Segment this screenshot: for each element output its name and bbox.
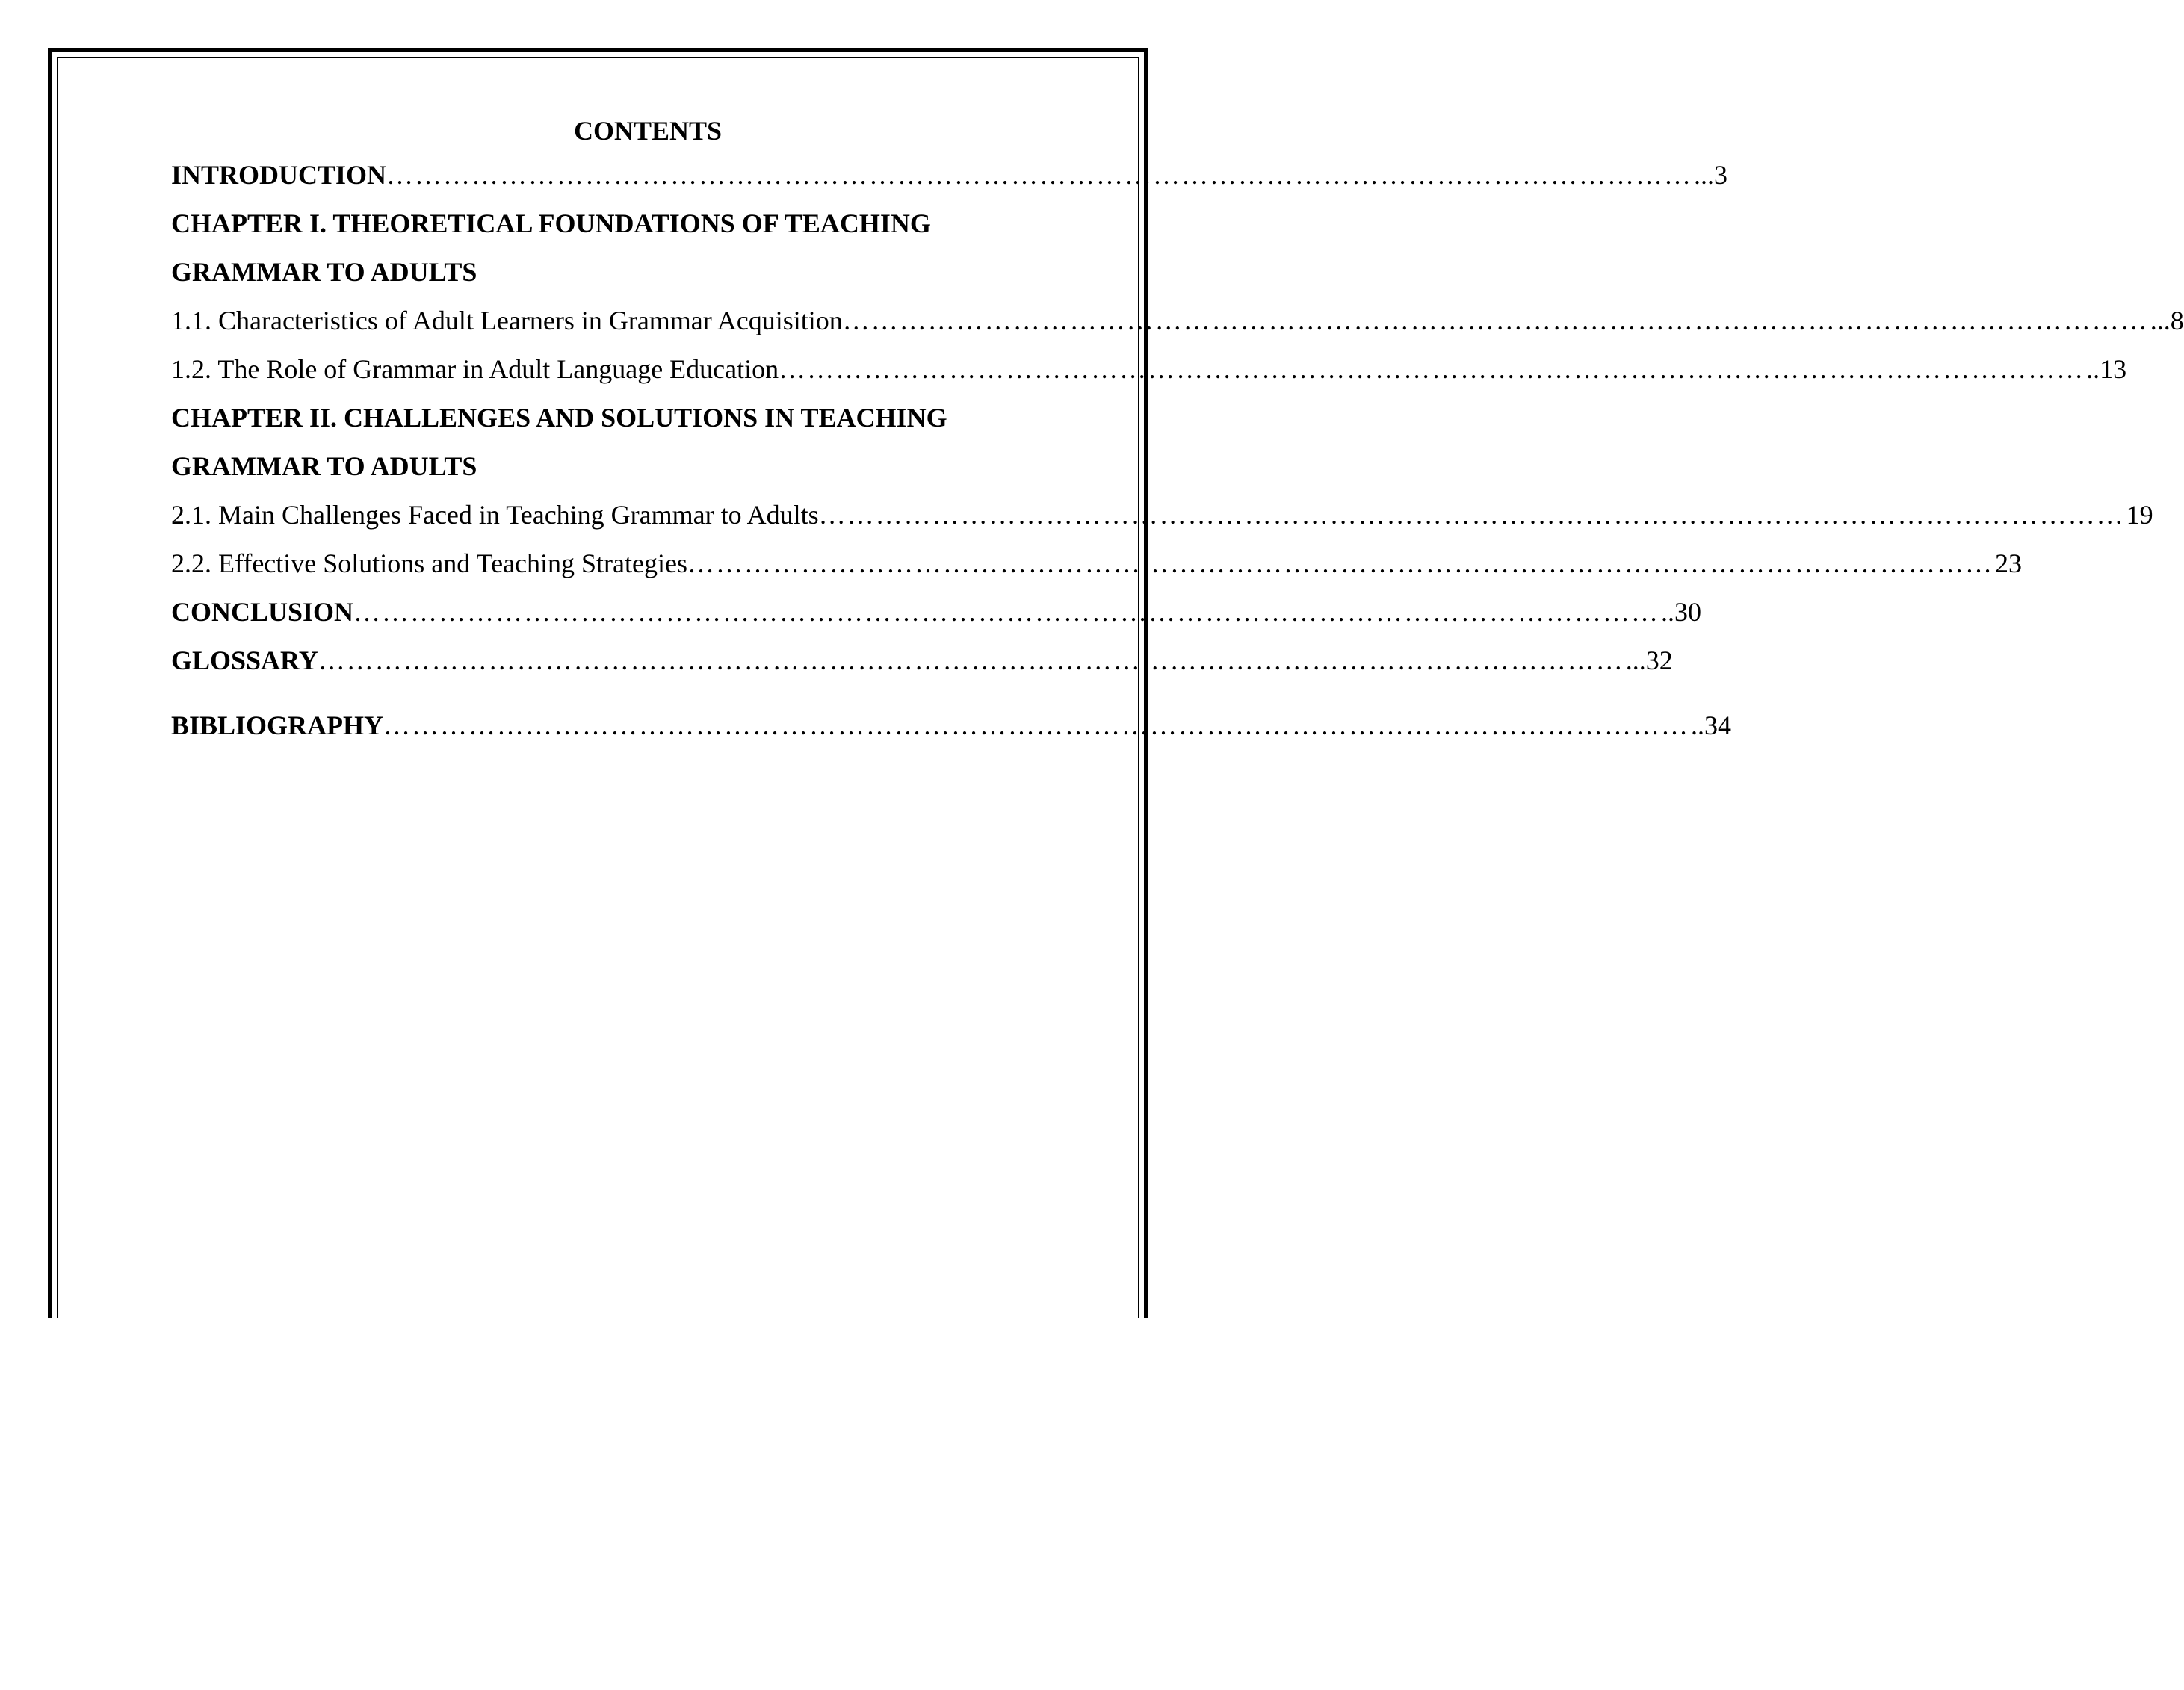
- toc-leader-dots: …………………………………………………………………………………………………………………………: [383, 711, 1690, 740]
- toc-leader-dots: …………………………………………………………………………………………………………………………: [386, 160, 1693, 190]
- toc-page-number: ...8: [2150, 306, 2184, 335]
- toc-leader-dots: …………………………………………………………………………………………………………………………: [779, 354, 2085, 384]
- toc-entry-bibliography[interactable]: [171, 702, 1732, 750]
- toc-entry-label: GRAMMAR TO ADULTS: [171, 451, 477, 481]
- toc-entry-label: INTRODUCTION: [171, 160, 387, 190]
- toc-entry-label: 1.1. Characteristics of Adult Learners in Grammar Acquisition: [171, 306, 843, 335]
- toc-entry-label: GRAMMAR TO ADULTS: [171, 257, 477, 287]
- toc-entry-section-1-2[interactable]: [171, 345, 2127, 394]
- toc-page-number: ...32: [1625, 646, 1673, 675]
- table-of-contents: [171, 111, 2184, 750]
- contents-heading: CONTENTS: [573, 116, 723, 146]
- toc-leader-dots: …………………………………………………………………………………………………………………………: [353, 597, 1660, 627]
- toc-entry-label: 2.2. Effective Solutions and Teaching Strategies: [171, 548, 687, 578]
- toc-leader-dots: …………………………………………………………………………………………………………………………: [842, 306, 2149, 335]
- toc-entry-label: BIBLIOGRAPHY: [171, 711, 384, 740]
- toc-leader-dots: …………………………………………………………………………………………………………………………: [687, 548, 1993, 578]
- toc-entry-label: CHAPTER I. THEORETICAL FOUNDATIONS OF TEACHING: [171, 208, 931, 238]
- toc-leader-dots: …………………………………………………………………………………………………………………………: [318, 646, 1624, 675]
- toc-entry-label: GLOSSARY: [171, 646, 318, 675]
- toc-entry-introduction[interactable]: [171, 151, 1728, 199]
- toc-entry-conclusion[interactable]: [171, 588, 1702, 637]
- toc-page-number: ...3: [1694, 160, 1728, 190]
- toc-page-number: ..30: [1661, 597, 1702, 627]
- toc-entry-section-2-2[interactable]: [171, 539, 2022, 588]
- toc-entry-section-1-1[interactable]: [171, 297, 2184, 345]
- toc-entry-chapter-2-title[interactable]: [171, 394, 1114, 442]
- toc-entry-glossary[interactable]: [171, 637, 1673, 685]
- toc-page-number: ..34: [1691, 711, 1732, 740]
- toc-page-number: 23: [1995, 548, 2022, 578]
- toc-entry-chapter-1-title-cont[interactable]: [171, 248, 1114, 297]
- toc-page-number: 19: [2126, 500, 2153, 530]
- toc-entry-label: CONCLUSION: [171, 597, 354, 627]
- toc-entry-section-2-1[interactable]: [171, 491, 2153, 539]
- toc-entry-chapter-2-title-cont[interactable]: [171, 442, 1114, 491]
- toc-page-number: ..13: [2086, 354, 2127, 384]
- toc-entry-label: 2.1. Main Challenges Faced in Teaching Grammar to Adults: [171, 500, 819, 530]
- toc-entry-label: 1.2. The Role of Grammar in Adult Language Education: [171, 354, 779, 384]
- toc-entry-label: CHAPTER II. CHALLENGES AND SOLUTIONS IN TEACHING: [171, 403, 947, 433]
- toc-entry-chapter-1-title[interactable]: [171, 199, 1114, 248]
- toc-leader-dots: …………………………………………………………………………………………………………………………: [818, 500, 2125, 530]
